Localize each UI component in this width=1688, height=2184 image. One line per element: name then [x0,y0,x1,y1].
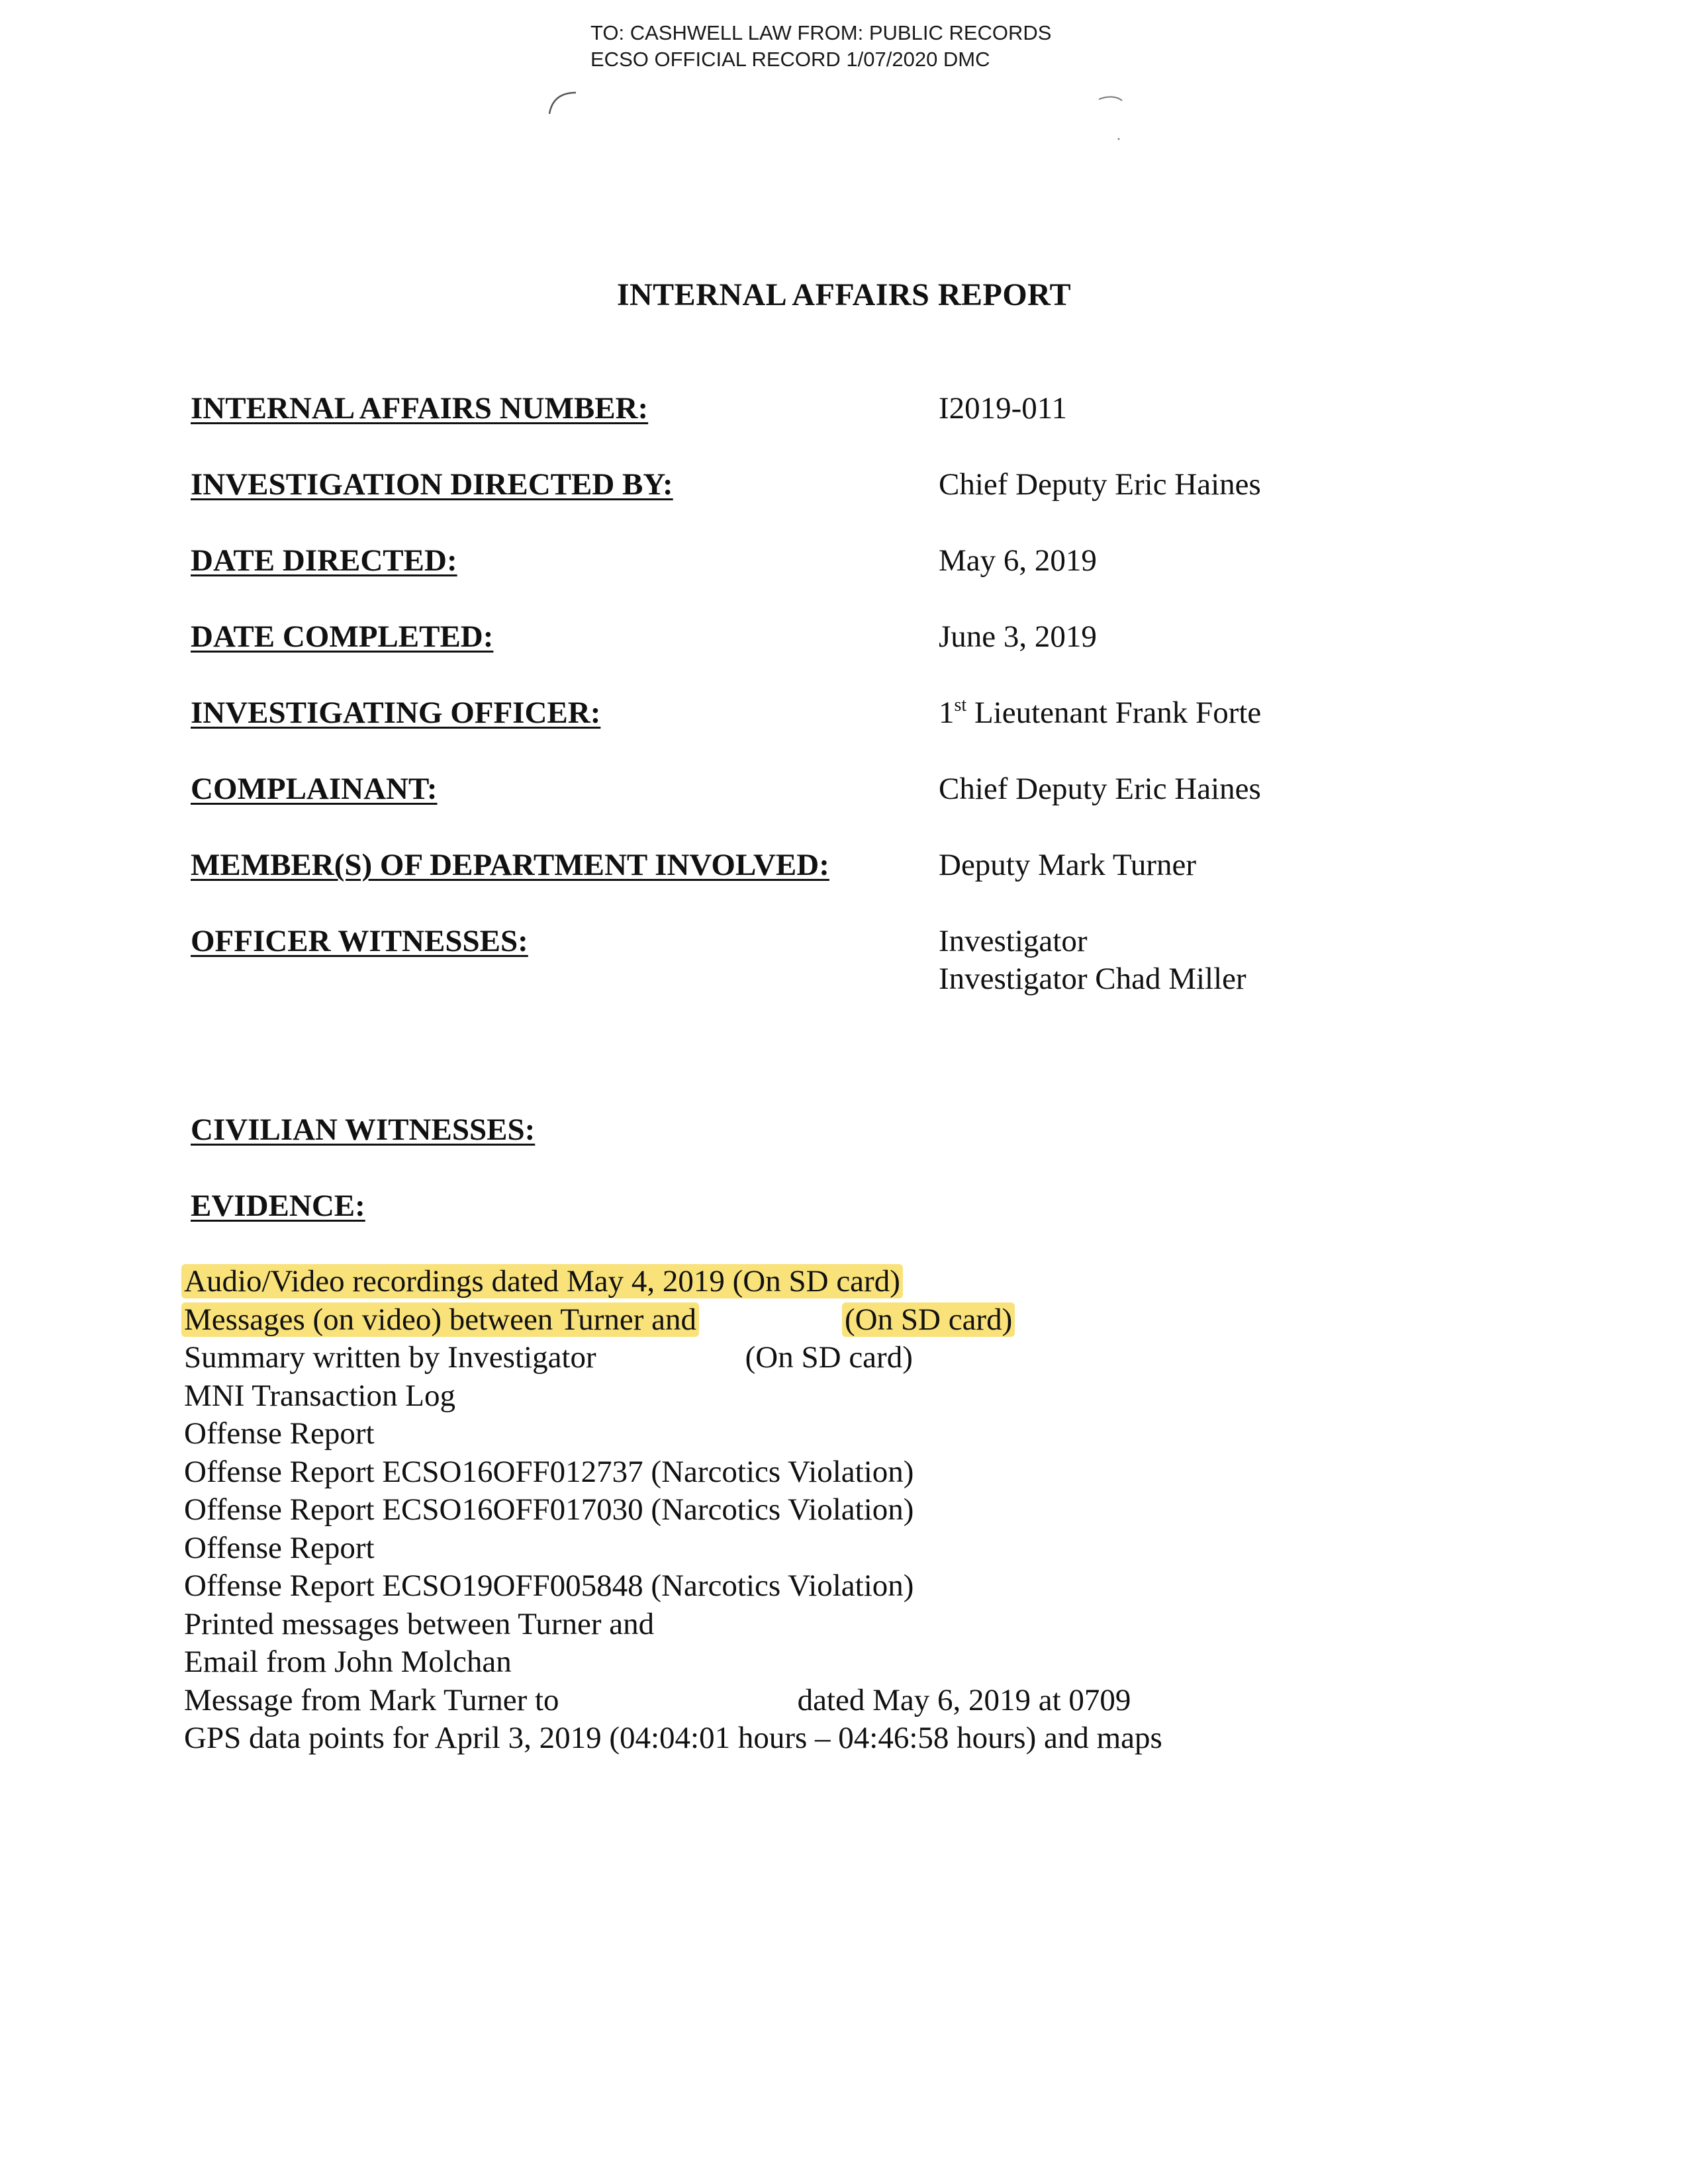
civilian-witnesses-label: CIVILIAN WITNESSES: [191,1113,536,1147]
evidence-item [184,1529,1162,1568]
directed-by-label: INVESTIGATION DIRECTED BY: [191,467,673,502]
evidence-item-text: Offense Report ECSO16OFF017030 (Narcotics Violation) [184,1492,914,1527]
evidence-item [184,1453,1162,1492]
evidence-item [184,1491,1162,1529]
officer-witnesses-label: OFFICER WITNESSES: [191,924,528,958]
ia-number-label: INTERNAL AFFAIRS NUMBER: [191,391,649,426]
evidence-item-note: (On SD card) [745,1340,913,1375]
date-completed-label: DATE COMPLETED: [191,619,494,654]
records-stamp [590,20,1051,73]
investigating-officer-value [939,695,1261,731]
evidence-item [184,1643,1162,1682]
date-directed-label: DATE DIRECTED: [191,543,457,578]
officer-witness-1: Investigator [939,924,1088,958]
investigating-officer-ordinal: 1 [939,696,955,730]
members-involved-value: Deputy Mark Turner [939,848,1197,882]
stamp-line-1: TO: CASHWELL LAW FROM: PUBLIC RECORDS [590,21,1052,44]
directed-by-value: Chief Deputy Eric Haines [939,467,1261,502]
evidence-item [184,1606,1162,1644]
evidence-item-text: Summary written by Investigator [184,1340,596,1375]
evidence-item-text: Audio/Video recordings dated May 4, 2019 (On SD card) [181,1264,903,1298]
evidence-item-note: (On SD card) [842,1302,1015,1337]
complainant-label: COMPLAINANT: [191,772,438,806]
evidence-label: EVIDENCE: [191,1189,365,1223]
complainant-value: Chief Deputy Eric Haines [939,772,1261,806]
evidence-item [184,1719,1162,1758]
evidence-item [184,1301,1162,1340]
evidence-item-text: Message from Mark Turner to [184,1682,559,1717]
evidence-item [184,1263,1162,1301]
evidence-item-text: Printed messages between Turner and [184,1606,655,1641]
evidence-item-text: Offense Report [184,1530,375,1565]
evidence-item-text: Offense Report [184,1416,375,1451]
evidence-item [184,1415,1162,1453]
investigating-officer-ordinal-suffix: st [954,695,967,715]
members-involved-label: MEMBER(S) OF DEPARTMENT INVOLVED: [191,848,829,882]
evidence-item [184,1682,1162,1720]
officer-witness-2: Investigator Chad Miller [939,962,1246,996]
report-title: INTERNAL AFFAIRS REPORT [616,277,1072,312]
evidence-item-text: Email from John Molchan [184,1645,512,1679]
investigating-officer-name: Lieutenant Frank Forte [966,696,1262,730]
evidence-list [184,1263,1162,1758]
evidence-item-text: GPS data points for April 3, 2019 (04:04:01 hours – 04:46:58 hours) and maps [184,1721,1162,1755]
evidence-item-text: Offense Report ECSO19OFF005848 (Narcotics Violation) [184,1569,914,1603]
date-directed-value: May 6, 2019 [939,543,1097,578]
stamp-line-2: ECSO OFFICIAL RECORD 1/07/2020 DMC [590,48,990,71]
scan-mark-left [543,86,583,126]
ia-number-value: I2019-011 [939,391,1068,426]
evidence-item-text: Offense Report ECSO16OFF012737 (Narcotics Violation) [184,1454,914,1489]
evidence-item-note: dated May 6, 2019 at 0709 [797,1682,1131,1717]
evidence-item [184,1567,1162,1606]
date-completed-value: June 3, 2019 [939,619,1097,654]
evidence-item [184,1377,1162,1416]
evidence-item-text: MNI Transaction Log [184,1378,455,1413]
investigating-officer-label: INVESTIGATING OFFICER: [191,696,601,730]
evidence-item [184,1339,1162,1377]
scan-mark-right [1092,93,1132,146]
evidence-item-text: Messages (on video) between Turner and [181,1302,699,1337]
